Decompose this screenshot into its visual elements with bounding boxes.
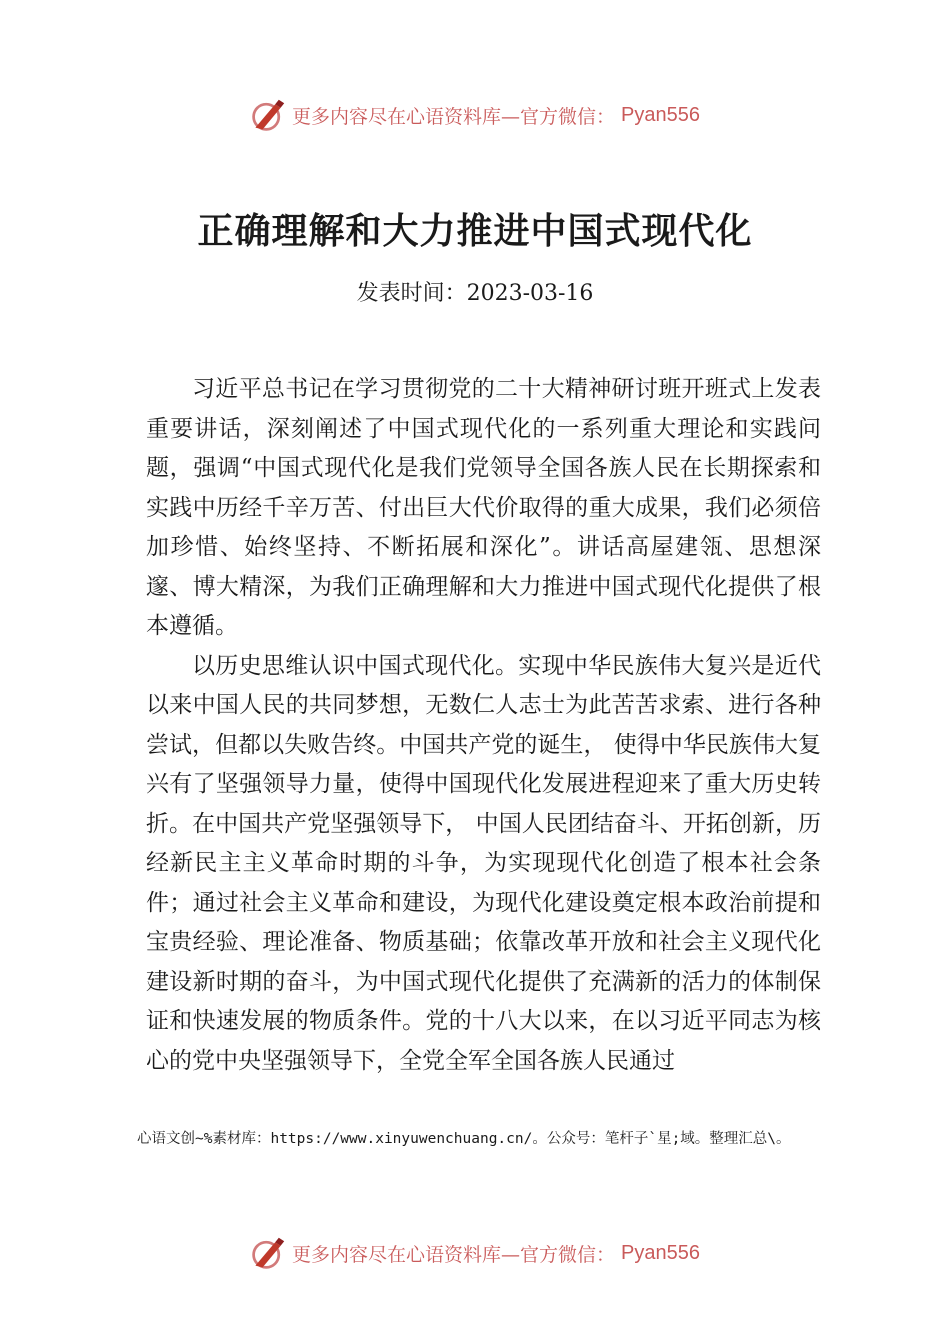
footer-banner [0, 1233, 950, 1273]
banner-handle: Pyan556 [621, 1241, 700, 1264]
article-title: 正确理解和大力推进中国式现代化 [197, 210, 753, 252]
banner-text: 更多内容尽在心语资料库—官方微信： [292, 1243, 616, 1266]
pen-logo-icon [250, 1235, 286, 1271]
header-banner [0, 95, 950, 135]
banner-handle: Pyan556 [621, 103, 700, 126]
paragraph: 习近平总书记在学习贯彻党的二十大精神研讨班开班式上发表重要讲话，深刻阐述了中国式现代化的一系列重大理论和实践问题，强调“中国式现代化是我们党领导全国各族人民在长期探索和实践中历经千辛万苦、付出巨大代价取得的重大成果，我们必须倍加珍惜、始终坚持、不断拓展和深化”。讲话高屋建瓴、思想深邃、博大精深，为我们正确理解和大力推进中国式现代化提供了根本遵循。 [146, 376, 821, 639]
paragraph: 以历史思维认识中国式现代化。实现中华民族伟大复兴是近代以来中国人民的共同梦想，无数仁人志士为此苦苦求索、进行各种尝试，但都以失败告终。中国共产党的诞生， 使得中华民族伟大复兴有了坚强领导力量，使得中国现代化发展进程迎来了重大历史转折。在中国共产党坚强领导下， 中国人民团结奋斗、开拓创新，历经新民主主义革命时期的斗争，为实现现代化创造了根本社会条件；通过社会主义革命和建设，为现代化建设奠定根本政治前提和宝贵经验、理论准备、物质基础；依靠改革开放和社会主义现代化建设新时期的奋斗，为中国式现代化提供了充满新的活力的体制保证和快速发展的物质条件。党的十八大以来，在以习近平同志为核心的党中央坚强领导下，全党全军全国各族人民通过 [146, 652, 821, 1074]
source-footnote: 心语文创~%素材库：https://www.xinyuwenchuang.cn/。公众号：笔杆子`星;域。整理汇总\。 [137, 1131, 791, 1147]
pen-logo-icon [250, 97, 286, 133]
publish-date [0, 276, 950, 307]
banner-text: 更多内容尽在心语资料库—官方微信： [292, 105, 616, 128]
date-label: 发表时间： [356, 281, 467, 306]
article-body [146, 370, 821, 1081]
date-value: 2023-03-16 [466, 281, 594, 306]
